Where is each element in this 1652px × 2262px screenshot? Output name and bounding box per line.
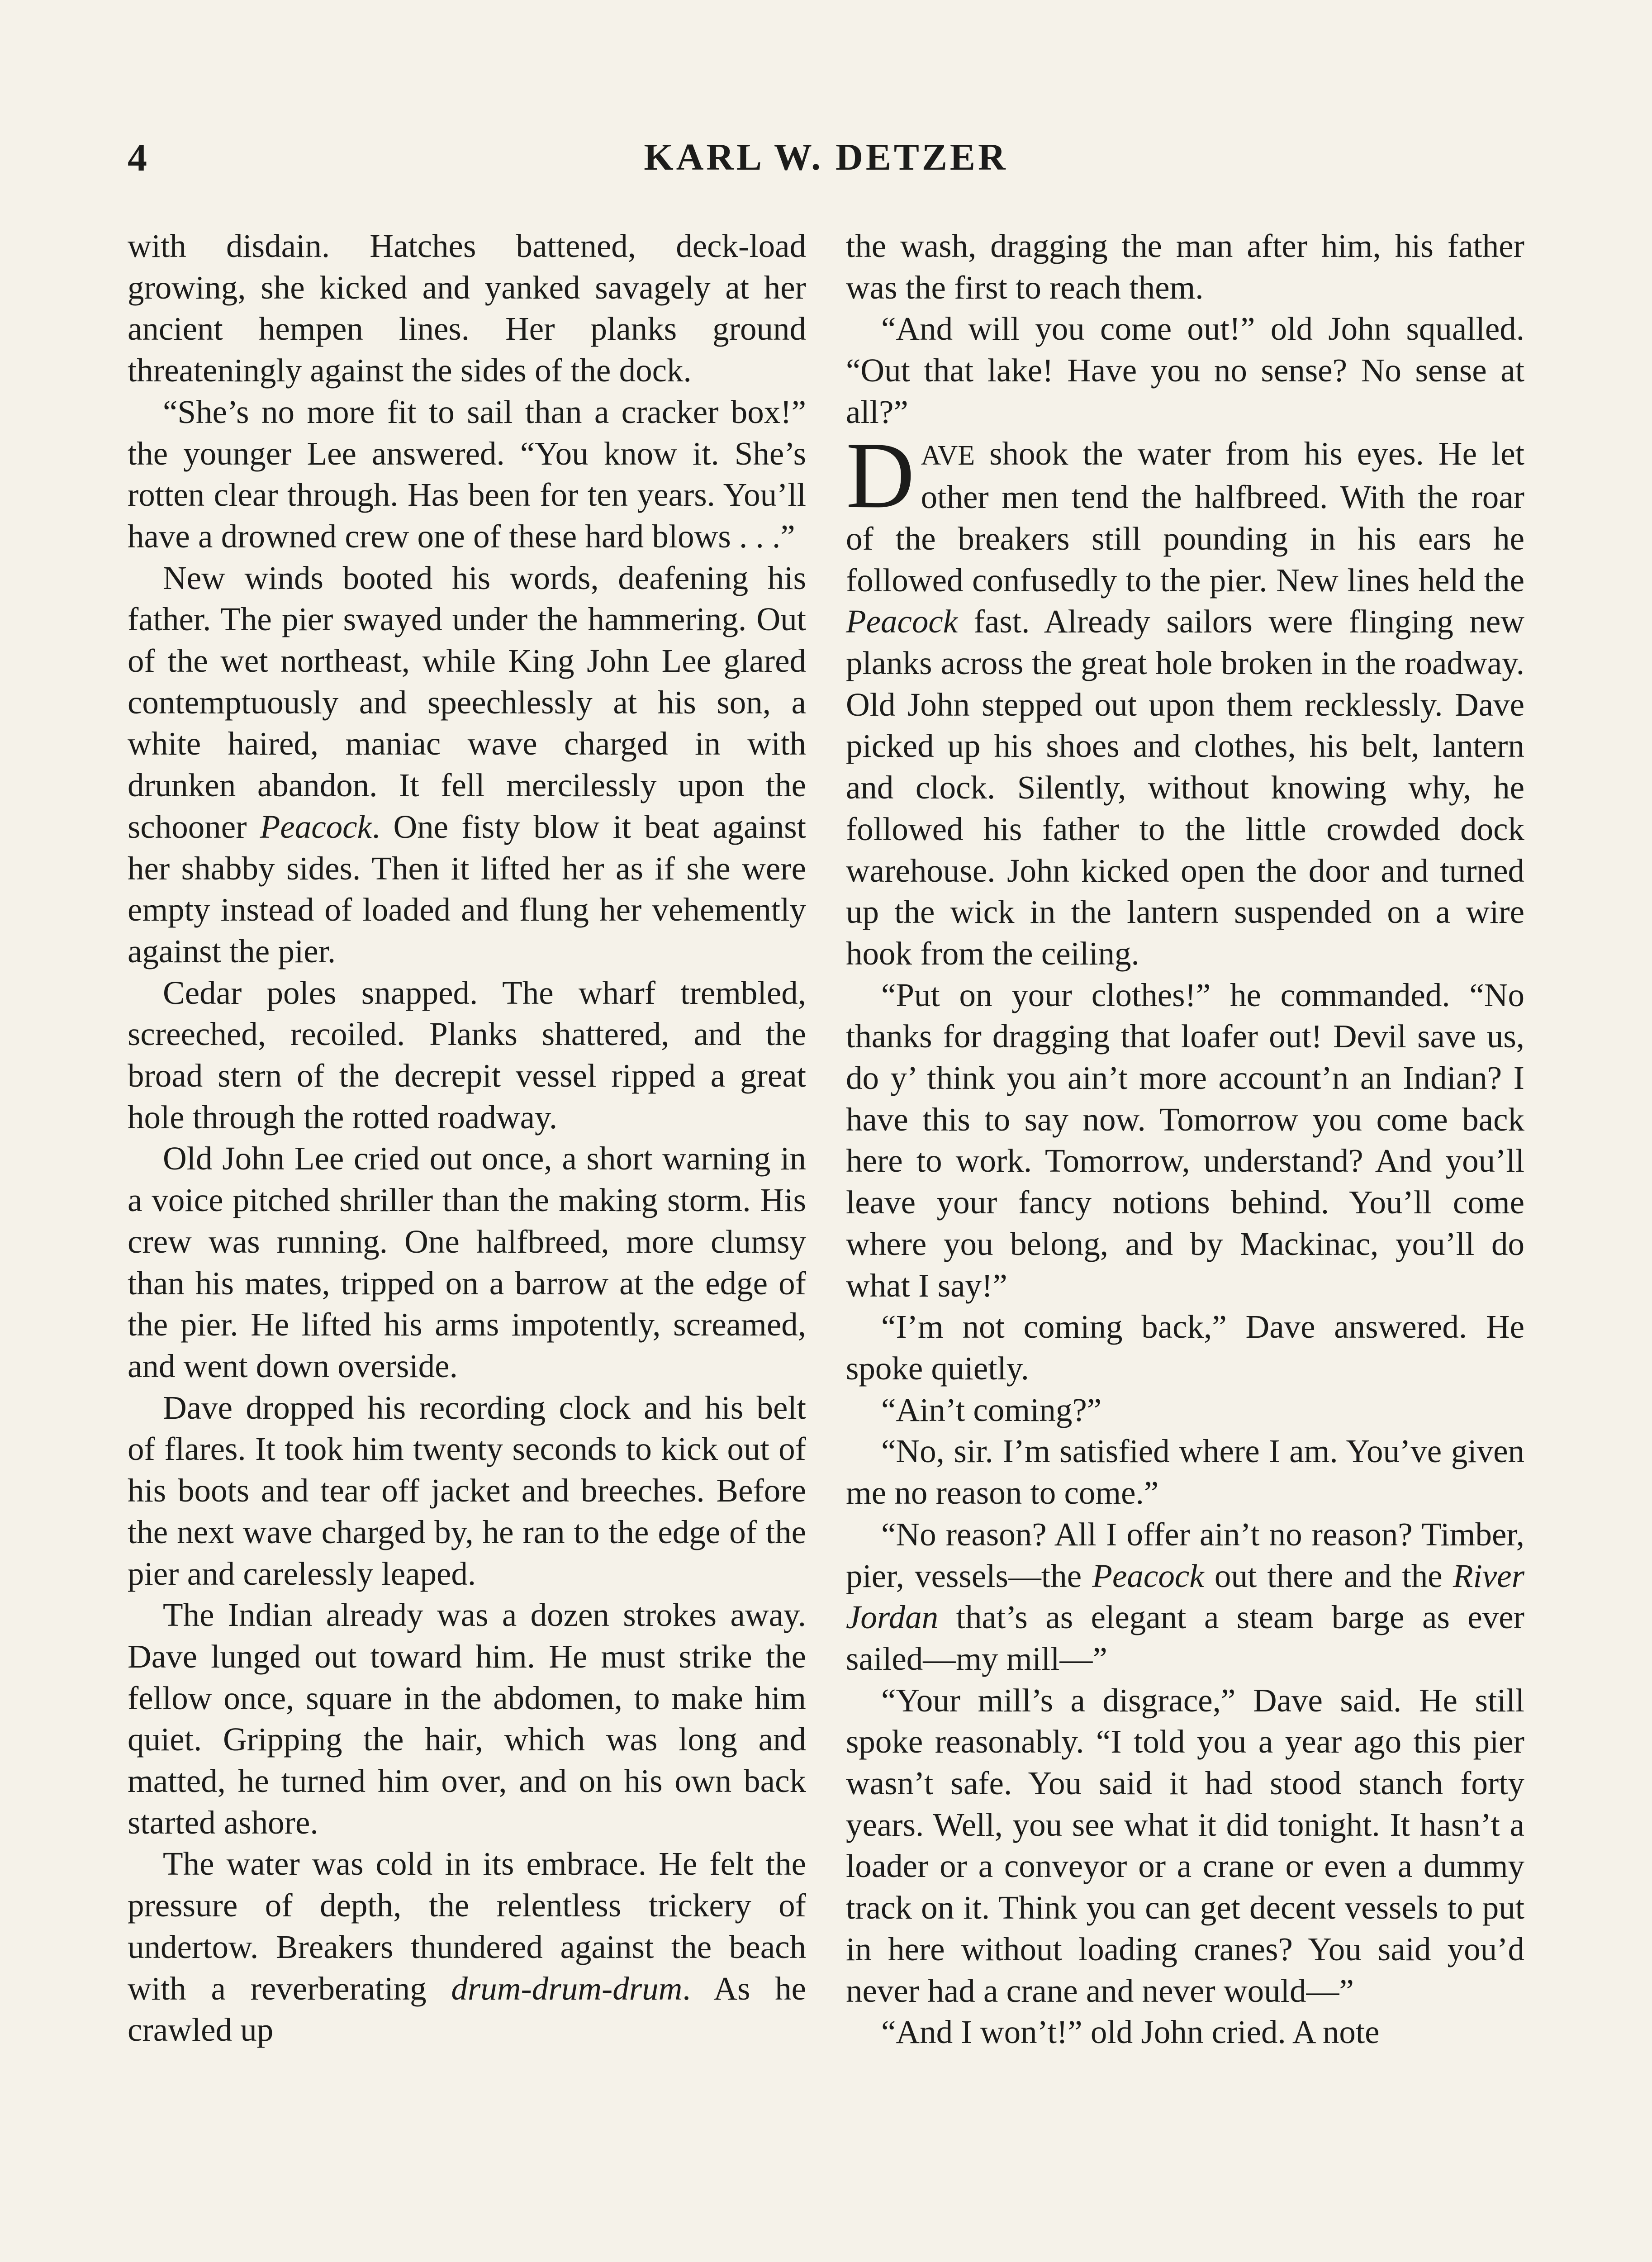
paragraph: “No, sir. I’m satisfied where I am. You’ve given me no reason to come.” [846, 1433, 1524, 1511]
text-run: New winds booted his words, deafening his father. The pier swayed under the hammering. Out of the wet northeast, while King John Lee glared contemptuously and speechlessly at his son, a white haired, maniac wave charged in with drunken abandon. It fell mercilessly upon the schooner [128, 559, 806, 845]
ship-name: River Jordan [846, 1557, 1524, 1636]
left-column [128, 225, 806, 2051]
text-run: fast. Already sailors were flinging new planks across the great hole broken in the roadway. Old John stepped out upon them recklessly. Dave picked up his shoes and clothes, his belt, lantern and clock. Silently, without knowing why, he followed his father to the little crowded dock warehouse. John kicked open the door and turned up the wick in the lantern suspended on a wire hook from the ceiling. [846, 603, 1524, 972]
paragraph: “And will you come out!” old John squalled. “Out that lake! Have you no sense? No sense at all?” [846, 310, 1524, 430]
paragraph [128, 557, 806, 972]
ship-name: Peacock [1092, 1557, 1204, 1594]
paragraph: “Your mill’s a disgrace,” Dave said. He still spoke reasonably. “I told you a year ago this pier wasn’t safe. You said it had stood stanch forty years. Well, you see what it did tonight. It hasn’t a loader or a conveyor or a crane or even a dummy track on it. Think you can get decent vessels to put in here without loading cranes? You said you’d never had a crane and never would—” [846, 1682, 1524, 2009]
ship-name: Peacock [260, 808, 372, 845]
text-run: out there and the [1204, 1557, 1453, 1594]
paragraph: Old John Lee cried out once, a short warning in a voice pitched shriller than the making storm. His crew was running. One halfbreed, more clumsy than his mates, tripped on a barrow at the edge of the pier. He lifted his arms impotently, screamed, and went down overside. [128, 1140, 806, 1384]
text-run: that’s as elegant a steam barge as ever sailed—my mill—” [846, 1599, 1524, 1677]
paragraph: “I’m not coming back,” Dave answered. He spoke quietly. [846, 1308, 1524, 1387]
paragraph [846, 1514, 1524, 1680]
paragraph [128, 1843, 806, 2051]
text-run: . One fisty blow it beat against her shabby sides. Then it lifted her as if she were empty instead of loaded and flung her vehemently against the pier. [128, 808, 806, 969]
paragraph: “Put on your clothes!” he commanded. “No thanks for dragging that loafer out! Devil save us, do y’ think you ain’t more account’n an Indian? I have this to say now. Tomorrow you come back here to work. Tomorrow, understand? And you’ll leave your fancy notions behind. You’ll come where you belong, and by Mackinac, you’ll do what I say!” [846, 976, 1524, 1304]
running-head-author: KARL W. DETZER [644, 136, 1008, 178]
paragraph: “And I won’t!” old John cried. A note [881, 2014, 1380, 2051]
paragraph: the wash, dragging the man after him, his father was the first to reach them. [846, 228, 1524, 306]
drop-cap: D [846, 423, 915, 528]
ship-name: Peacock [846, 603, 958, 640]
text-run: The water was cold in its embrace. He felt the pressure of depth, the relentless trickery of undertow. Breakers thundered against the beach with a reverberating [128, 1845, 806, 2007]
right-column [846, 225, 1524, 2053]
paragraph: Dave dropped his recording clock and his belt of flares. It took him twenty seconds to kick out of his boots and tear off jacket and breeches. Before the next wave charged by, he ran to the edge of the pier and carelessly leaped. [128, 1389, 806, 1592]
small-caps-lead: AVE [921, 440, 975, 471]
page-number: 4 [128, 136, 147, 179]
paragraph: “She’s no more fit to sail than a cracker box!” the younger Lee answered. “You know it. She’s rotten clear through. Has been for ten years. You’ll have a drowned crew one of these hard blows . . .” [128, 393, 806, 555]
text-run: shook the water from his eyes. He let other men tend the halfbreed. With the roar of the breakers still pounding in his ears he followed confusedly to the pier. New lines held the [846, 435, 1524, 599]
paragraph: Cedar poles snapped. The wharf trembled, screeched, recoiled. Planks shattered, and the broad stern of the decrepit vessel ripped a great hole through the rotted roadway. [128, 974, 806, 1136]
section-start-paragraph [846, 423, 1524, 974]
text-run: “No reason? All I offer ain’t no reason? Timber, pier, vessels—the [846, 1516, 1524, 1594]
paragraph: The Indian already was a dozen strokes away. Dave lunged out toward him. He must strike the fellow once, square in the abdomen, to make him quiet. Gripping the hair, which was long and matted, he turned him over, and on his own back started ashore. [128, 1597, 806, 1841]
sound-italic: drum-drum-drum [451, 1970, 683, 2007]
text-run: . As he crawled up [128, 1970, 807, 2048]
paragraph: “Ain’t coming?” [881, 1391, 1102, 1428]
paragraph: with disdain. Hatches battened, deck-load growing, she kicked and yanked savagely at her ancient hempen lines. Her planks ground threateningly against the sides of the dock. [128, 228, 806, 389]
